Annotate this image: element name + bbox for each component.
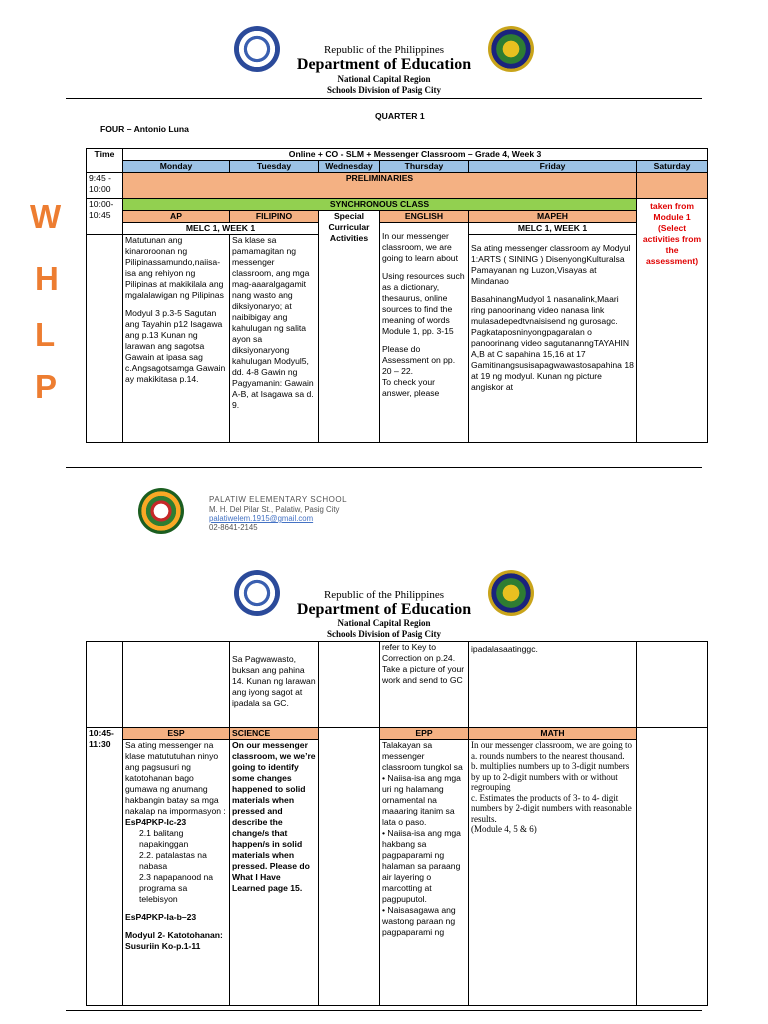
time-slot-1: 9:45 - 10:00 (87, 173, 123, 199)
math-content: In our messenger classroom, we are going to a. rounds numbers to the nearest thousand. b. multiplies numbers up to 3-digit numbers by up to 2-digit numbers with or without regrouping c. Estimates the products of 3- to 4- digit numbers by 2-digit numbers with reasonable results. (Module 4, 5 & 6) (469, 740, 637, 1006)
department-title: Department of Education (296, 56, 472, 73)
division-label: Schools Division of Pasig City (326, 85, 441, 95)
day-friday: Friday (469, 161, 637, 173)
epp-content: Talakayan sa messenger classroom tungkol sa • Naiisa-isa ang mga uri ng halamang ornamental na maaaring itanim sa lata o paso. • Naiisa-isa ang mga hakbang sa pagpaparami ng halaman sa paraang air layering o marcotting at pagpuputol. • Naisasagawa ang wastong paraan ng pagpaparami ng (380, 740, 469, 1006)
synchronous-label: SYNCHRONOUS CLASS (123, 199, 637, 211)
subject-special-curricular: Special Curricular Activities (319, 211, 380, 443)
republic-label: Republic of the Philippines (323, 44, 445, 56)
time-slot-2-blank (87, 235, 123, 443)
preliminaries-label: PRELIMINARIES (123, 173, 637, 199)
header-divider (66, 98, 702, 99)
whlp-letter-w: W (30, 198, 62, 235)
mapeh-content: Sa ating messenger classroom ay Modyul 1:ARTS ( SINING ) DisenyongKulturalsa Pamayanan ng Luzon,Visayas at Mindanao BasahinangMudyol 1 nasanalink,Maari ring panoorinang video nanasa link mulasadepedtvnaisisend ng gurosagc. Pagkataposninyongpagaralan o panoorinang video sagutananngTAYAHIN A,B at C sapahina 15,16 at 17 Gamitinangsusisapagwawastosapahina 18 at 19 ng modyul. Kunan ng picture angiskor at (469, 235, 637, 443)
day-saturday: Saturday (637, 161, 708, 173)
subject-science: SCIENCE (230, 728, 319, 740)
table-title: Online + CO - SLM + Messenger Classroom – Grade 4, Week 3 (123, 149, 708, 161)
continued-ap-cell (123, 642, 230, 728)
time-header: Time (87, 149, 123, 173)
preliminaries-saturday (637, 173, 708, 199)
whlp-letter-l: L (35, 316, 56, 353)
division-label-2: Schools Division of Pasig City (326, 629, 441, 639)
school-name: PALATIW ELEMENTARY SCHOOL (209, 495, 348, 504)
day-thursday: Thursday (380, 161, 469, 173)
school-logo-icon (138, 488, 184, 534)
continued-saturday-cell (637, 642, 708, 728)
subject-epp: EPP (380, 728, 469, 740)
day-tuesday: Tuesday (230, 161, 319, 173)
science-content: On our messenger classroom, we we’re going to identify some changes happened to solid materials when pressed and describe the change/s that happen/s in solid materials when pressed. Please do What I Have Learned page 15. (230, 740, 319, 1006)
whlp-letter-p: P (35, 368, 58, 405)
subject-mapeh: MAPEH (469, 211, 637, 223)
school-email-link[interactable]: palatiwelem.1915@gmail.com (209, 514, 314, 523)
republic-label-2: Republic of the Philippines (323, 589, 445, 601)
subject-ap: AP (123, 211, 230, 223)
continued-mapeh-content: ipadalasaatinggc. (469, 642, 637, 728)
school-phone: 02-8641-2145 (209, 523, 258, 532)
region-label: National Capital Region (337, 74, 431, 84)
subject-english: ENGLISH (380, 211, 469, 223)
wednesday-blank (319, 728, 380, 1006)
continued-english-content: refer to Key to Correction on p.24. Take a picture of your work and send to GC (380, 642, 469, 728)
continued-special-cell (319, 642, 380, 728)
page1-bottom-divider (66, 467, 702, 468)
quarter-label: QUARTER 1 (375, 111, 425, 121)
esp-content: Sa ating messenger na klase matututuhan ninyo ang pagsusuri ng katotohanan bago gumawa ng anumang hakbangin batay sa mga nakalap na impormasyon : EsP4PKP-Ic-23 2.1 balitang napakinggan 2.2. patalastas na nabasa 2.3 napapanood na programa sa telebisyon EsP4PKP-Ia-b–23 Modyul 2- Katotohanan: Susuriin Ko-p.1-11 (123, 740, 230, 1006)
schedule-table-page1 (86, 148, 708, 443)
department-title-2: Department of Education (296, 601, 472, 618)
day-wednesday: Wednesday (319, 161, 380, 173)
page2-bottom-divider (66, 1010, 702, 1011)
subject-esp: ESP (123, 728, 230, 740)
whlp-letter-h: H (35, 260, 59, 297)
melc-ap-filipino: MELC 1, WEEK 1 (123, 223, 319, 235)
saturday-note: taken from Module 1 (Select activities from the assessment) (637, 199, 708, 443)
time-slot-3: 10:45- 11:30 (87, 728, 123, 1006)
school-address: M. H. Del Pilar St., Palatiw, Pasig City (209, 505, 340, 514)
subject-filipino: FILIPINO (230, 211, 319, 223)
day-monday: Monday (123, 161, 230, 173)
schedule-table-page2 (86, 641, 708, 1006)
ap-content: Matutunan ang kinaroroonan ng Pilipinassamundo,naiisa-isa ang rehiyon ng Pilipinas at makikilala ang mgalalawigan ng Pilipinas Modyul 3 p.3-5 Sagutan ang Tayahin p12 Isagawa ang p.13 Kunan ng larawan ang sagotsa Gawain at ipasa sag c.Angsagotsamga Gawain ay makikitasa p.14. (123, 235, 230, 443)
filipino-content: Sa klase sa pamamagitan ng messenger classroom, ang mga mag-aaaralgagamit nang wasto ang diksiyonaryo; at naibibigay ang kahulugan ng salita ayon sa diksiyonaryong kahulugan Modyul5, dd. 4-8 Gawin ng Pagyamanin: Gawain A-B, at Isagawa sa d. 9. (230, 235, 319, 443)
subject-math: MATH (469, 728, 637, 740)
melc-mapeh: MELC 1, WEEK 1 (469, 223, 637, 235)
region-label-2: National Capital Region (337, 618, 431, 628)
continued-filipino-content: Sa Pagwawasto, buksan ang pahina 14. Kunan ng larawan ang iyong sagot at ipadala sa GC. (230, 642, 319, 728)
continued-time-cell (87, 642, 123, 728)
english-content: In our messenger classroom, we are going to learn about Using resources such as a dictionary, thesaurus, online sources to find the meaning of words Module 1, pp. 3-15 Please do Assessment on pp. 20 – 22. To check your answer, please (380, 223, 469, 443)
saturday-blank (637, 728, 708, 1006)
time-slot-2: 10:00- 10:45 (87, 199, 123, 235)
section-label: FOUR – Antonio Luna (100, 124, 189, 134)
